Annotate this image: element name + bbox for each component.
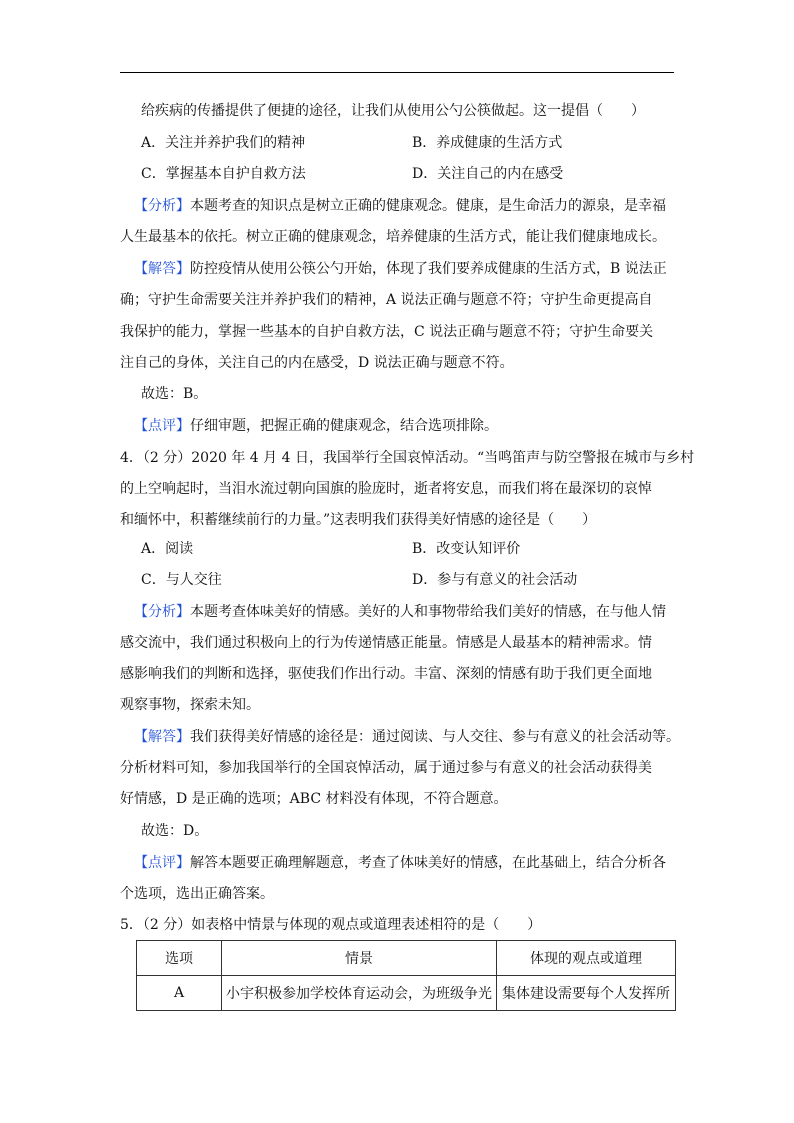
q4-option-b: B．改变认知评价 (412, 541, 521, 557)
table-header-cell: 体现的观点或道理 (497, 941, 676, 976)
q4-option-d: D．参与有意义的社会活动 (412, 572, 578, 588)
table-header-row (137, 941, 676, 976)
table-cell: 小宇积极参加学校体育运动会，为班级争光 (222, 976, 497, 1011)
header-rule (120, 72, 674, 73)
analysis-tag: 【分析】 (134, 198, 190, 214)
q3-option-c: C．掌握基本自护自救方法 (141, 166, 306, 182)
q4-answer-line-2: 分析材料可知，参加我国举行的全国哀悼活动，属于通过参与有意义的社会活动获得美 (120, 760, 652, 776)
q3-answer-line-4: 注自己的身体，关注自己的内在感受，D 说法正确与题意不符。 (120, 355, 514, 371)
table-row (137, 976, 676, 1011)
q3-option-a: A．关注并养护我们的精神 (141, 135, 306, 151)
q4-analysis-line-2: 感交流中，我们通过积极向上的行为传递情感正能量。情感是人最基本的精神需求。情 (120, 635, 652, 651)
table-header-cell: 选项 (137, 941, 222, 976)
q3-analysis-line-1: 【分析】本题考查的知识点是树立正确的健康观念。健康，是生命活力的源泉，是幸福 (134, 198, 666, 214)
q4-comment-line-2: 个选项，选出正确答案。 (120, 886, 274, 902)
q3-option-d: D．关注自己的内在感受 (412, 166, 564, 182)
q5-table (136, 940, 676, 1011)
table-header-cell: 情景 (222, 941, 497, 976)
table-cell: A (137, 976, 222, 1011)
q4-comment-line-1: 【点评】解答本题要正确理解题意，考查了体味美好的情感，在此基础上，结合分析各 (134, 855, 666, 871)
q4-analysis-line-3: 感影响我们的判断和选择，驱使我们作出行动。丰富、深刻的情感有助于我们更全面地 (120, 666, 652, 682)
q4-analysis-line-1: 【分析】本题考查体味美好的情感。美好的人和事物带给我们美好的情感，在与他人情 (134, 604, 666, 620)
answer-tag: 【解答】 (134, 261, 190, 277)
q5-stem: 5．（2 分）如表格中情景与体现的观点或道理表述相符的是（ ） (120, 917, 542, 933)
q3-stem-tail: 给疾病的传播提供了便捷的途径，让我们从使用公勺公筷做起。这一提倡（ ） (141, 103, 645, 119)
comment-tag: 【点评】 (134, 855, 190, 871)
analysis-tag: 【分析】 (134, 604, 190, 620)
q4-stem-line-1: 4．（2 分）2020 年 4 月 4 日，我国举行全国哀悼活动。“当鸣笛声与防空警报在城市与乡村 (120, 450, 695, 466)
table-cell: 集体建设需要每个人发挥所 (497, 976, 676, 1011)
q4-analysis-line-4: 观察事物，探索未知。 (120, 697, 260, 713)
q4-stem-line-3: 和缅怀中，积蓄继续前行的力量。”这表明我们获得美好情感的途径是（ ） (120, 512, 597, 528)
answer-tag: 【解答】 (134, 729, 190, 745)
q3-analysis-line-2: 人生最基本的依托。树立正确的健康观念，培养健康的生活方式，能让我们健康地成长。 (120, 229, 666, 245)
q4-option-a: A．阅读 (141, 541, 194, 557)
q3-comment: 【点评】仔细审题，把握正确的健康观念，结合选项排除。 (134, 418, 498, 434)
q4-stem-line-2: 的上空响起时，当泪水流过朝向国旗的脸庞时，逝者将安息，而我们将在最深切的哀悼 (120, 481, 652, 497)
q4-choice: 故选：D。 (141, 823, 209, 839)
q3-option-b: B．养成健康的生活方式 (412, 135, 563, 151)
q3-answer-line-2: 确；守护生命需要关注并养护我们的精神，A 说法正确与题意不符；守护生命更提高自 (120, 292, 653, 308)
q4-option-c: C．与人交往 (141, 572, 222, 588)
q4-answer-line-3: 好情感，D 是正确的选项；ABC 材料没有体现，不符合题意。 (120, 791, 508, 807)
comment-tag: 【点评】 (134, 418, 190, 434)
q3-answer-line-1: 【解答】防控疫情从使用公筷公勺开始，体现了我们要养成健康的生活方式，B 说法正 (134, 261, 667, 277)
q3-answer-line-3: 我保护的能力，掌握一些基本的自护自救方法，C 说法正确与题意不符；守护生命要关 (120, 324, 654, 340)
q3-choice: 故选：B。 (141, 386, 208, 402)
q4-answer-line-1: 【解答】我们获得美好情感的途径是：通过阅读、与人交往、参与有意义的社会活动等。 (134, 729, 680, 745)
